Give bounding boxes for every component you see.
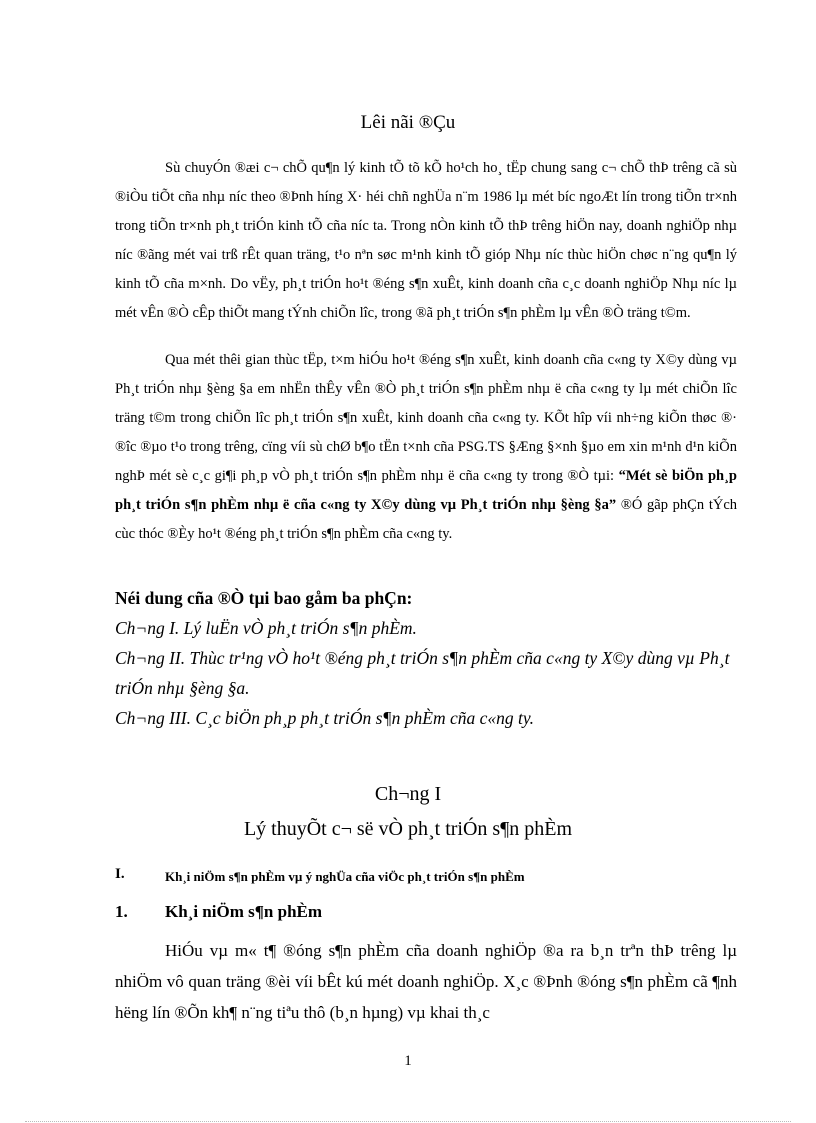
preface-title: Lêi nãi ®Çu xyxy=(360,112,456,133)
outline-item: Ch¬ng III. C¸c biÖn ph¸p ph¸t triÓn s¶n phÈm cña c«ng ty. xyxy=(115,708,535,728)
chapter-label: Ch¬ng I xyxy=(374,783,442,805)
outline xyxy=(115,583,755,733)
outline-item: Ch¬ng I. Lý luËn vÒ ph¸t triÓn s¶n phÈm. xyxy=(115,618,417,638)
intro-paragraph: Sù chuyÓn ®æi c¬ chÕ qu¶n lý kinh tÕ tõ kÕ ho¹ch ho¸ tËp chung sang c¬ chÕ thÞ trêng cã sù ®iÒu tiÕt cña nhµ níc theo ®Þnh híng X· héi chñ nghÜa n¨m 1986 lµ mét bíc ngoÆt lín trong tiÕn tr×nh trong tiÕn tr×nh ph¸t triÓn kinh tÕ cña níc ta. Trong nÒn kinh tÕ thÞ trêng hiÖn nay, doanh nghiÖp nhµ níc ®ãng mét vai trß rÊt quan träng, t¹o nªn søc m¹nh kinh tÕ gióp Nhµ níc thùc hiÖn chøc n¨ng qu¶n lý kinh tÕ cña m×nh. Do vËy, ph¸t triÓn ho¹t ®éng s¶n xuÊt, kinh doanh cña c¸c doanh nghiÖp Nhµ níc lµ mét vÊn ®Ò cÊp thiÕt mang tÝnh chiÕn lîc, trong ®ã ph¸t triÓn s¶n phÈm lµ vÊn ®Ò träng t©m. xyxy=(115,160,737,321)
para2-tail: ®Ó gãp phÇn tÝch cùc thóc ®Èy ho¹t ®éng ph¸t triÓn s¶n phÈm cña c«ng ty. xyxy=(115,497,738,542)
para2-text: Qua mét thêi gian thùc tËp, t×m hiÓu ho¹t ®éng s¶n xuÊt, kinh doanh cña c«ng ty X©y dùng vµ Ph¸t triÓn nhµ §èng §a em nhËn thÊy vÊn ®Ò ph¸t triÓn s¶n phÈm nhµ ë cña c«ng ty lµ mét chiÕn lîc träng t©m trong chiÕn lîc ph¸t triÓn s¶n xuÊt, kinh doanh cña c«ng ty. KÕt hîp víi nh÷ng kiÕn thøc ®· ®îc ®µo t¹o trong trêng, cïng víi sù chØ b¶o tËn t×nh cña PSG.TS §Æng §×nh §µo em xin m¹nh d¹n kiÕn nghÞ mét sè c¸c gi¶i ph¸p vÒ ph¸t triÓn s¶n phÈm nhµ ë cña c«ng ty trong ®Ò tµi: xyxy=(115,352,737,484)
outline-item: Ch¬ng II. Thùc tr¹ng vÒ ho¹t ®éng ph¸t triÓn s¶n phÈm cña c«ng ty X©y dùng vµ Ph¸t triÓn nhµ §èng §a. xyxy=(115,648,730,698)
page-bottom-divider xyxy=(25,1121,791,1122)
subsection-number: 1. xyxy=(115,902,128,921)
chapter-title: Lý thuyÕt c¬ së vÒ ph¸t triÓn s¶n phÈm xyxy=(243,818,573,840)
body-paragraph: HiÓu vµ m« t¶ ®óng s¶n phÈm cña doanh nghiÖp ®a ra b¸n trªn thÞ trêng lµ nhiÖm vô quan träng ®èi víi bÊt kú mét doanh nghiÖp. X¸c ®Þnh ®óng s¶n phÈm cã ¶nh hëng lín ®Õn kh¶ n¨ng tiªu thô (b¸n hµng) vµ khai th¸c xyxy=(115,941,737,1022)
section-number: I. xyxy=(115,866,125,882)
thesis-title-bold: “Mét sè biÖn ph¸p ph¸t triÓn s¶n phÈm nhµ ë cña c«ng ty X©y dùng vµ Ph¸t triÓn nhµ §èng §a” xyxy=(115,468,737,513)
page-number: 1 xyxy=(404,1053,412,1069)
subsection-title: Kh¸i niÖm s¶n phÈm xyxy=(165,902,323,921)
section-title: Kh¸i niÖm s¶n phÈm vµ ý nghÜa cña viÖc ph¸t triÓn s¶n phÈm xyxy=(165,869,525,884)
intro-paragraph-2 xyxy=(115,346,737,549)
outline-heading: Néi dung cña ®Ò tµi bao gåm ba phÇn: xyxy=(115,588,413,608)
